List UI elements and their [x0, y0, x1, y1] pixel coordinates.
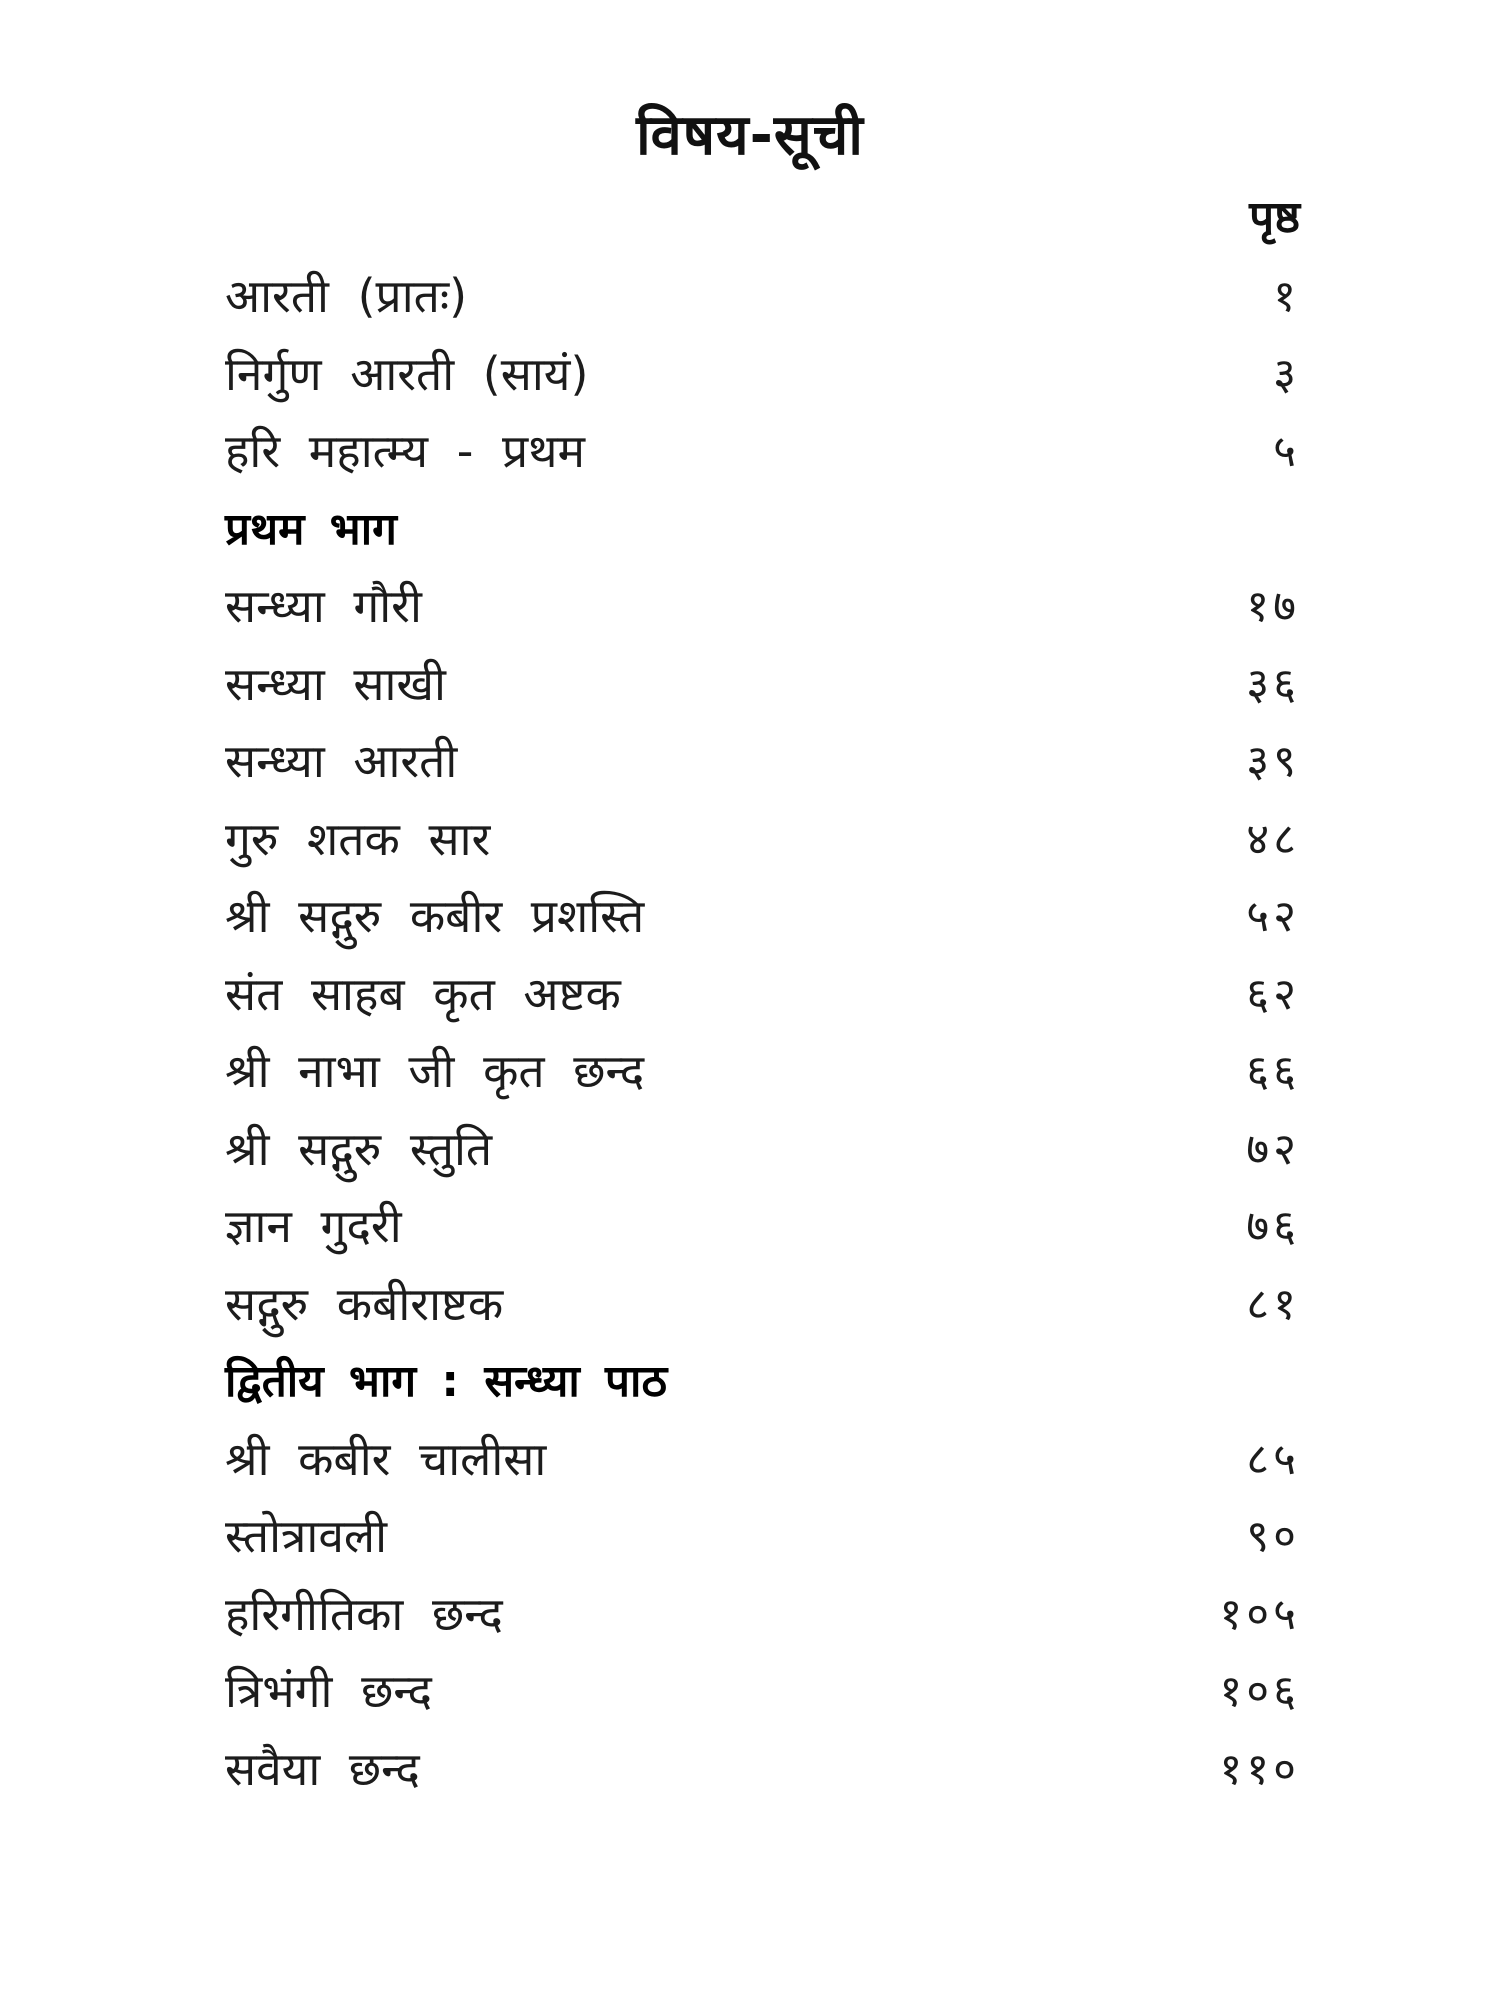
- toc-entry[interactable]: [225, 1653, 1300, 1731]
- toc-entry-label: सन्ध्या गौरी: [225, 579, 422, 633]
- toc-entry[interactable]: [225, 646, 1300, 724]
- toc-entry[interactable]: [225, 956, 1300, 1034]
- section-heading-label: प्रथम भाग: [225, 503, 397, 555]
- toc-entry-page: १: [1273, 271, 1300, 322]
- toc-entry-label: सवैया छन्द: [225, 1741, 420, 1796]
- toc-entry-label: श्री नाभा जी कृत छन्द: [225, 1044, 645, 1098]
- toc-entry[interactable]: [225, 1731, 1300, 1809]
- toc-entry-page: १०६: [1219, 1666, 1300, 1717]
- toc-entry-page: ५२: [1246, 891, 1300, 942]
- toc-entry-page: ३६: [1246, 658, 1300, 710]
- page-column-heading: पृष्ठ: [1249, 192, 1300, 243]
- toc-entry[interactable]: [225, 878, 1300, 956]
- toc-entry[interactable]: [225, 1033, 1300, 1111]
- toc-entry-page: ६२: [1246, 968, 1300, 1020]
- toc-entry-page: १०५: [1219, 1588, 1300, 1640]
- toc-entry-label: ज्ञान गुदरी: [225, 1199, 402, 1253]
- toc-entry-page: ४८: [1246, 813, 1300, 865]
- toc-entry-page: ८१: [1246, 1278, 1300, 1330]
- toc-entry-page: १७: [1246, 581, 1300, 632]
- toc-entry[interactable]: [225, 1421, 1300, 1499]
- toc-entry-label: हरिगीतिका छन्द: [225, 1586, 503, 1641]
- toc-entry-label: सन्ध्या आरती: [225, 734, 458, 788]
- toc-entry-label: स्तोत्रावली: [225, 1509, 388, 1563]
- toc-entry[interactable]: [225, 801, 1300, 879]
- toc-entry-page: ११०: [1219, 1743, 1300, 1795]
- toc-entry-label: श्री कबीर चालीसा: [225, 1431, 547, 1486]
- toc-entry[interactable]: [225, 1576, 1300, 1654]
- toc-entry-label: त्रिभंगी छन्द: [225, 1664, 432, 1718]
- toc-entry[interactable]: [225, 413, 1300, 491]
- toc-entry[interactable]: [225, 568, 1300, 646]
- toc-section-heading: [225, 1343, 1300, 1421]
- toc-entry-label: आरती (प्रातः): [225, 269, 468, 323]
- toc-entry-label: श्री सद्गुरु स्तुति: [225, 1121, 493, 1176]
- toc-entry-label: निर्गुण आरती (सायं): [225, 346, 589, 401]
- toc-entry-page: ५: [1273, 426, 1300, 477]
- table-of-contents: [225, 258, 1300, 1808]
- page-title: विषय-सूची: [636, 103, 864, 168]
- toc-entry-page: ८५: [1246, 1433, 1300, 1485]
- toc-entry[interactable]: [225, 1498, 1300, 1576]
- toc-entry[interactable]: [225, 336, 1300, 414]
- toc-entry-label: सद्गुरु कबीराष्टक: [225, 1276, 504, 1331]
- toc-entry-label: संत साहब कृत अष्टक: [225, 966, 621, 1021]
- toc-entry[interactable]: [225, 1111, 1300, 1189]
- section-heading-label: द्वितीय भाग : सन्ध्या पाठ: [225, 1356, 668, 1407]
- toc-entry-label: श्री सद्गुरु कबीर प्रशस्ति: [225, 889, 645, 943]
- toc-entry[interactable]: [225, 258, 1300, 336]
- toc-entry-page: ६६: [1246, 1046, 1300, 1097]
- toc-section-heading: [225, 491, 1300, 569]
- toc-entry-page: ३: [1273, 348, 1300, 400]
- toc-entry[interactable]: [225, 723, 1300, 801]
- toc-entry-page: ७२: [1246, 1123, 1300, 1175]
- toc-entry-page: ९०: [1246, 1511, 1300, 1562]
- toc-entry-label: हरि महात्म्य - प्रथम: [225, 424, 586, 478]
- toc-entry-label: सन्ध्या साखी: [225, 656, 446, 711]
- toc-entry-label: गुरु शतक सार: [225, 811, 491, 866]
- toc-entry[interactable]: [225, 1188, 1300, 1266]
- toc-entry-page: ७६: [1246, 1201, 1300, 1252]
- toc-entry-page: ३९: [1246, 736, 1300, 787]
- toc-entry[interactable]: [225, 1266, 1300, 1344]
